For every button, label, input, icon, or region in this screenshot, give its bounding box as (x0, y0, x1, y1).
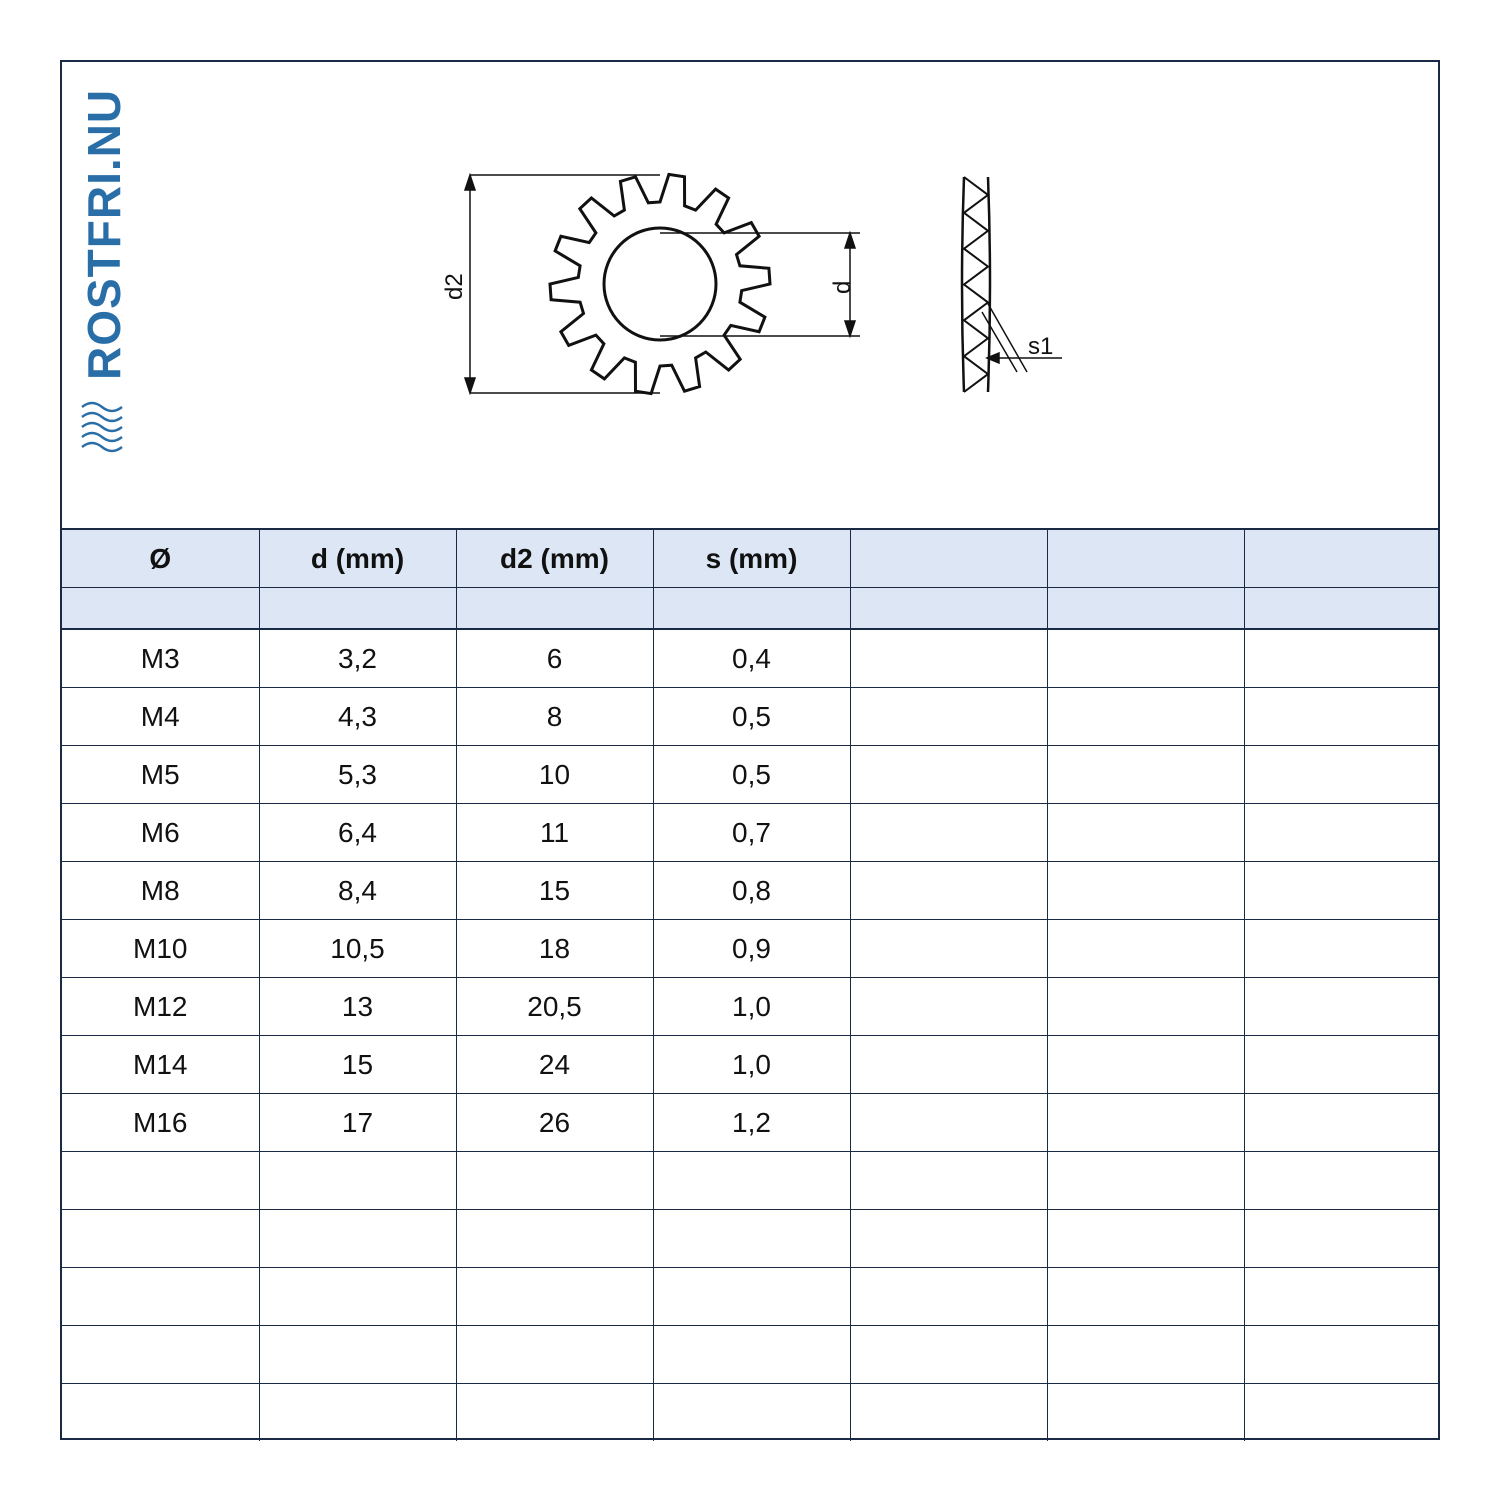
table-cell (1244, 978, 1438, 1036)
table-cell: 0,5 (653, 746, 850, 804)
table-cell: 0,7 (653, 804, 850, 862)
table-cell: 4,3 (259, 688, 456, 746)
table-cell (1047, 1036, 1244, 1094)
table-cell: 13 (259, 978, 456, 1036)
table-cell (653, 1152, 850, 1210)
table-header-row (62, 529, 1438, 588)
table-cell (1047, 746, 1244, 804)
table-cell (259, 1268, 456, 1326)
table-cell (653, 1210, 850, 1268)
table-cell (259, 1210, 456, 1268)
table-cell (1047, 1210, 1244, 1268)
table-cell: 15 (259, 1036, 456, 1094)
table-row (62, 629, 1438, 688)
table-cell (850, 862, 1047, 920)
table-cell (1244, 804, 1438, 862)
table-cell: 6 (456, 629, 653, 688)
wave-icon (82, 403, 122, 451)
table-row-empty (62, 1268, 1438, 1326)
table-cell: 24 (456, 1036, 653, 1094)
lock-washer-drawing (62, 62, 1438, 528)
table-cell (1047, 629, 1244, 688)
table-cell: 0,5 (653, 688, 850, 746)
table-cell: 6,4 (259, 804, 456, 862)
header-empty (850, 529, 1047, 588)
table-cell (456, 1326, 653, 1384)
table-cell (1244, 629, 1438, 688)
washer-inner-hole (604, 228, 716, 340)
table-cell: 26 (456, 1094, 653, 1152)
table-cell (62, 1152, 259, 1210)
table-cell (1244, 1210, 1438, 1268)
table-cell: M8 (62, 862, 259, 920)
header-d: d (mm) (259, 529, 456, 588)
table-cell: 0,8 (653, 862, 850, 920)
table-cell (62, 1210, 259, 1268)
table-row-empty (62, 1210, 1438, 1268)
table-cell (1047, 688, 1244, 746)
table-row (62, 920, 1438, 978)
table-cell (1047, 1326, 1244, 1384)
table-row-empty (62, 1152, 1438, 1210)
logo-text: ROSTFRI.NU (78, 88, 130, 380)
table-cell (850, 804, 1047, 862)
table-cell (1244, 1326, 1438, 1384)
table-cell (62, 1268, 259, 1326)
table-cell (1244, 1384, 1438, 1442)
table-cell: 0,9 (653, 920, 850, 978)
table-cell (1047, 1268, 1244, 1326)
table-cell (653, 1384, 850, 1442)
rostfri-logo (62, 62, 132, 462)
table-cell (850, 978, 1047, 1036)
technical-drawing (62, 62, 1438, 528)
table-cell (1047, 1384, 1244, 1442)
table-subheader-row (62, 588, 1438, 630)
table-cell: 10,5 (259, 920, 456, 978)
table-cell (850, 1268, 1047, 1326)
table-cell: 18 (456, 920, 653, 978)
table-cell (456, 1210, 653, 1268)
table-cell (62, 1384, 259, 1442)
d-label: d (829, 280, 856, 294)
header-empty (1244, 529, 1438, 588)
table-cell: 1,0 (653, 978, 850, 1036)
table-cell (259, 1384, 456, 1442)
table-cell (1047, 862, 1244, 920)
table-cell: 11 (456, 804, 653, 862)
table-cell: 17 (259, 1094, 456, 1152)
table-cell (1244, 1094, 1438, 1152)
table-cell: M10 (62, 920, 259, 978)
table-cell (456, 1268, 653, 1326)
table-cell (850, 629, 1047, 688)
table-cell (850, 1094, 1047, 1152)
table-cell (850, 1326, 1047, 1384)
table-cell: 10 (456, 746, 653, 804)
table-row (62, 746, 1438, 804)
table-cell: 20,5 (456, 978, 653, 1036)
table-cell: M5 (62, 746, 259, 804)
table-cell (653, 1326, 850, 1384)
table-row (62, 804, 1438, 862)
table-row (62, 688, 1438, 746)
table-cell: 5,3 (259, 746, 456, 804)
table-cell (850, 1036, 1047, 1094)
table-cell (1244, 688, 1438, 746)
table-cell (1244, 1152, 1438, 1210)
table-cell (1244, 862, 1438, 920)
table-cell: M6 (62, 804, 259, 862)
table-row-empty (62, 1384, 1438, 1442)
table-cell (259, 1152, 456, 1210)
table-cell (850, 688, 1047, 746)
table-cell: M16 (62, 1094, 259, 1152)
table-row (62, 1094, 1438, 1152)
dimension-table (62, 528, 1438, 1441)
table-cell (850, 920, 1047, 978)
table-cell (62, 1326, 259, 1384)
table-cell (456, 1384, 653, 1442)
table-cell (259, 1326, 456, 1384)
header-s: s (mm) (653, 529, 850, 588)
table-cell: 8 (456, 688, 653, 746)
table-row (62, 1036, 1438, 1094)
table-cell (1244, 1268, 1438, 1326)
table-cell: M3 (62, 629, 259, 688)
table-cell (1047, 920, 1244, 978)
table-cell: 3,2 (259, 629, 456, 688)
table-cell (850, 1210, 1047, 1268)
washer-teeth-outline (550, 174, 770, 393)
header-d2: d2 (mm) (456, 529, 653, 588)
table-cell (1047, 1094, 1244, 1152)
table-cell (456, 1152, 653, 1210)
table-cell (653, 1268, 850, 1326)
table-cell (1244, 1036, 1438, 1094)
table-cell (1047, 804, 1244, 862)
table-cell: M12 (62, 978, 259, 1036)
table-cell (1244, 920, 1438, 978)
table-cell (1047, 1152, 1244, 1210)
table-cell: 1,0 (653, 1036, 850, 1094)
table-cell: 1,2 (653, 1094, 850, 1152)
table-cell (850, 746, 1047, 804)
header-empty (1047, 529, 1244, 588)
washer-side-view (962, 177, 990, 392)
header-diameter: Ø (62, 529, 259, 588)
table-cell: 0,4 (653, 629, 850, 688)
d2-label: d2 (441, 273, 468, 300)
table-cell (850, 1384, 1047, 1442)
table-cell: 15 (456, 862, 653, 920)
table-cell: M14 (62, 1036, 259, 1094)
table-cell (850, 1152, 1047, 1210)
s1-label: s1 (1028, 333, 1054, 360)
table-cell: 8,4 (259, 862, 456, 920)
table-row (62, 862, 1438, 920)
table-cell: M4 (62, 688, 259, 746)
table-row (62, 978, 1438, 1036)
table-cell (1244, 746, 1438, 804)
spec-sheet-frame (60, 60, 1440, 1440)
table-cell (1047, 978, 1244, 1036)
table-row-empty (62, 1326, 1438, 1384)
